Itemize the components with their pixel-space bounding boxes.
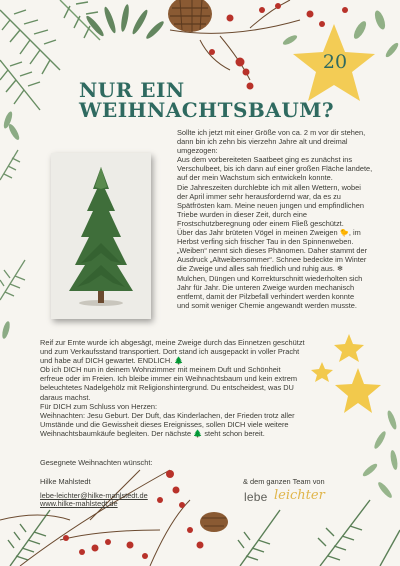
text-line: die Zweige und alles sah friedlich und ruhig aus. ❄ <box>177 264 344 274</box>
page-title <box>79 78 335 122</box>
text-line: Über das Jahr brüteten Vögel in meinen Zweigen 🐤, im <box>177 228 361 238</box>
text-line: beleuchtetes Nadelgehölz mit Religionshintergrund. Du entscheidest, was DU <box>40 383 294 393</box>
logo-part-leichter: leichter <box>274 488 325 503</box>
title-line-2: WEIHNACHTSBAUM? <box>79 98 335 122</box>
text-line: auf der mein Wachstum sich entwickeln konnte. <box>177 173 333 183</box>
story-paragraph-right <box>177 128 377 310</box>
text-line: „Weiben“ nennt sich dieses Phänomen. Daher stammt der <box>177 246 368 256</box>
leaf-icon <box>361 410 399 500</box>
text-line: Ob ich DICH nun in deinem Wohnzimmer mit meinem Duft und Schönheit <box>40 365 281 375</box>
text-line: Aus dem vorbereiteten Saatbeet ging es zunächst ins <box>177 155 353 165</box>
text-line: Ausdruck „Altweibersommer“. Schnee bedeckte im Winter <box>177 255 367 265</box>
text-line: und zum Verkaufsstand transportiert. Dort stand ich ausgepackt in voller Pracht <box>40 347 300 357</box>
fern-leaf-icon <box>84 4 165 41</box>
fir-tree-photo <box>51 153 151 319</box>
star-icon <box>335 368 381 413</box>
text-line: daraus machst. <box>40 392 91 402</box>
text-line: und habe auf DICH gewartet. ENDLICH. 🌲 <box>40 356 184 366</box>
text-line: Umstände und die Gewissheit dieses Ereignisses, sollen DICH viele weitere <box>40 419 289 429</box>
signature-name: Hilke Mahlstedt <box>40 477 91 486</box>
text-line: Mulchen, Düngen und Korrekturschnitt wiederholten sich <box>177 273 363 283</box>
text-line: Triebe wurden in dieser Zeit, durch eine <box>177 209 307 219</box>
text-line: dann bin ich zehn bis vierzehn Jahre alt und dreimal <box>177 137 348 147</box>
text-line: Jahr für Jahr. Die unteren Zweige wurden mechanisch <box>177 282 355 292</box>
leaf-icon <box>1 111 21 340</box>
text-line: Weihnachtsbaumkäufe begleiten. Der nächste 🌲 steht schon bereit. <box>40 428 265 438</box>
text-line: Frostschutzberegnung oder einem Fließ geschützt. <box>177 218 344 228</box>
team-line: & dem ganzen Team von <box>243 477 325 486</box>
text-line: Spätfrösten kam. Meine neuen jungen und empfindlichen <box>177 200 364 210</box>
title-line-1: NUR EIN <box>79 78 185 102</box>
text-line: Für DICH zum Schluss von Herzen: <box>40 401 158 411</box>
greeting-line: Gesegnete Weihnachten wünscht: <box>40 458 153 467</box>
text-line: Die Jahreszeiten durchlebte ich mit allen Wettern, wobei <box>177 182 361 192</box>
fir-branch-icon <box>0 150 25 300</box>
twig-icon <box>0 470 190 566</box>
text-line: Herbst verfing sich frischer Tau in den Spinnenweben. <box>177 237 354 247</box>
text-line: Reif zur Ernte wurde ich abgesägt, meine Zweige durch das Einnetzen geschützt <box>40 338 305 347</box>
advent-day-number: 20 <box>322 51 348 73</box>
text-line: umgezogen: <box>177 146 218 156</box>
story-paragraph-full <box>40 338 335 438</box>
text-line: und somit weniger Chemie angewandt werden musste. <box>177 300 357 310</box>
text-line: entfernt, damit der Pilzbefall verhindert werden konnte <box>177 291 355 301</box>
text-line: der April immer sehr herausfordernd war, da es zu <box>177 191 341 201</box>
pine-cone-icon <box>168 0 212 32</box>
text-line: Verschulbeet, bis ich dann auf einer großen Fläche landete, <box>177 164 373 174</box>
email-link[interactable]: lebe-leichter@hilke-mahlstedt.de <box>40 491 148 500</box>
text-line: erfreue oder im Freien. Ich bleibe immer ein Weihnachtsbaum und kein extrem <box>40 374 298 384</box>
pine-cone-icon <box>200 512 228 532</box>
lebe-leichter-logo <box>244 488 324 508</box>
text-line: Sollte ich jetzt mit einer Größe von ca. 2 m vor dir stehen, <box>177 128 366 137</box>
logo-part-lebe: lebe <box>244 490 268 504</box>
website-link[interactable]: www.hilke-mahlstedt.de <box>40 499 118 508</box>
star-icon <box>334 334 364 362</box>
text-line: Weihnachten: Jesu Geburt. Der Duft, das Kinderlachen, der Frieden trotz aller <box>40 410 295 420</box>
